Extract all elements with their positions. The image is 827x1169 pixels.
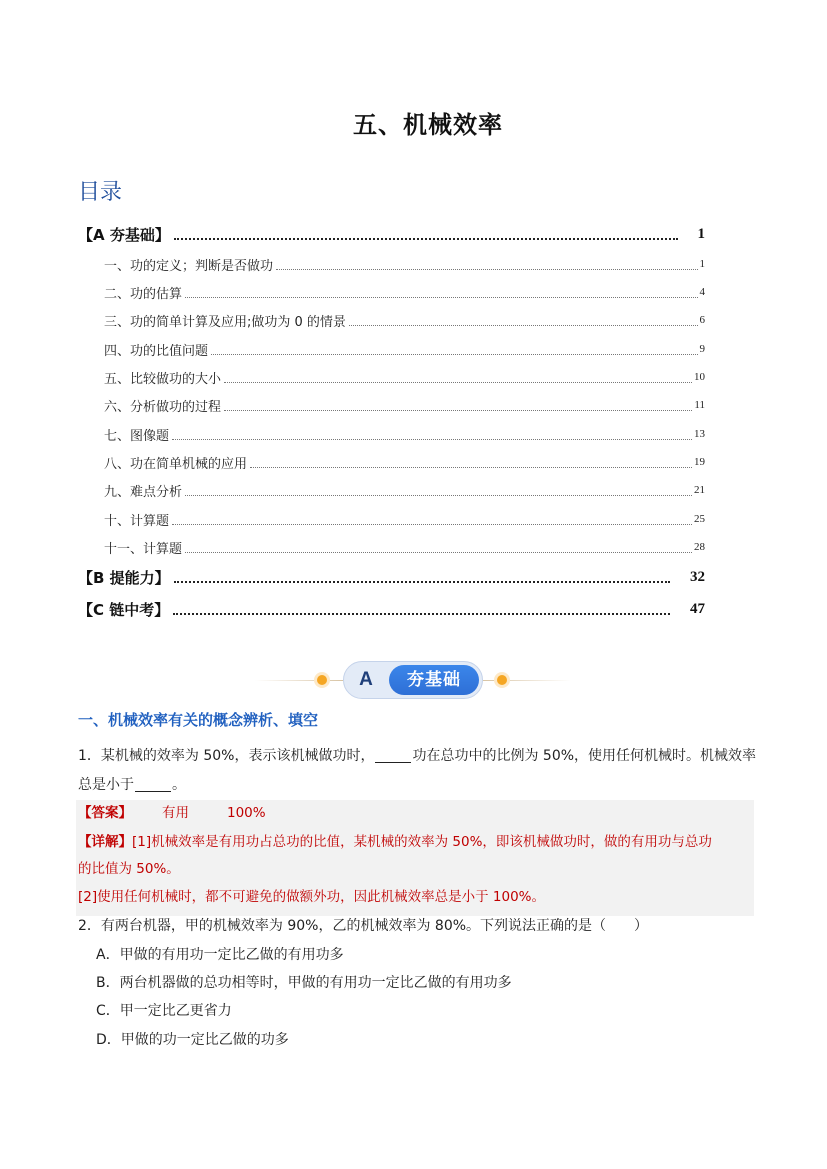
toc-entry-page: 4 (699, 286, 705, 298)
detail-text: 的比值为 50%。 (78, 861, 180, 877)
toc-entry-page: 10 (694, 371, 705, 383)
question-1-line-1 (78, 742, 756, 770)
toc-entry-page: 19 (694, 456, 705, 468)
toc-entry-label: 【C 链中考】 (78, 600, 170, 619)
fill-in-blank (135, 777, 171, 792)
toc-dot-leader (185, 495, 692, 496)
toc-entry-page: 25 (694, 513, 705, 525)
question-text: 。 (172, 777, 186, 793)
toc-entry-page: 21 (694, 484, 705, 496)
toc-entry-label: 四、功的比值问题 (104, 343, 209, 359)
toc-entry-page: 13 (694, 428, 705, 440)
toc-entry-label: 八、功在简单机械的应用 (104, 456, 248, 472)
toc-dot-leader (173, 613, 670, 615)
toc-entry-7[interactable] (78, 420, 705, 448)
toc-dot-leader (172, 524, 692, 525)
question-1-line-2 (78, 771, 186, 799)
question-2-stem: 2．有两台机器，甲的机械效率为 90%，乙的机械效率为 80%。下列说法正确的是（ ） (78, 918, 649, 934)
toc-dot-leader (224, 410, 692, 411)
detail-text: [1]机械效率是有用功占总功的比值，某机械的效率为 50%，即该机械做功时，做的有用功与总功 (132, 834, 712, 850)
toc-entry-label: 十一、计算题 (104, 541, 183, 557)
toc-entry-label: 九、难点分析 (104, 484, 183, 500)
toc-entry-c-exam[interactable] (78, 595, 705, 623)
banner-dot-right-icon (497, 675, 507, 685)
toc-entry-label: 十、计算题 (104, 513, 170, 529)
toc-entry-label: 二、功的估算 (104, 286, 183, 302)
detail-text: [2]使用任何机械时，都不可避免的做额外功，因此机械效率总是小于 100%。 (78, 889, 546, 905)
toc-entry-label: 一、功的定义；判断是否做功 (104, 258, 274, 274)
toc-dot-leader (174, 238, 678, 240)
toc-dot-leader (349, 325, 698, 326)
detail-label: 【详解】 (78, 834, 132, 850)
toc-entry-a-basics[interactable] (78, 220, 705, 248)
option-d: D．甲做的功一定比乙做的功多 (96, 1032, 289, 1048)
toc-entry-b-ability[interactable] (78, 563, 705, 591)
option-a: A．甲做的有用功一定比乙做的有用功多 (96, 947, 344, 963)
question-text: 功在总功中的比例为 50%，使用任何机械时。机械效率 (412, 748, 757, 764)
toc-dot-leader (172, 439, 692, 440)
detail-line-3 (78, 883, 545, 911)
section-heading: 一、机械效率有关的概念辨析、填空 (78, 711, 319, 729)
toc-entry-page: 6 (699, 314, 705, 326)
toc-entry-11[interactable] (78, 533, 705, 561)
toc-entry-1[interactable] (78, 250, 705, 278)
toc-entry-page: 1 (697, 225, 705, 242)
toc-entry-2[interactable] (78, 278, 705, 306)
answer-value: 100% (227, 805, 266, 821)
toc-entry-9[interactable] (78, 476, 705, 504)
toc-dot-leader (211, 354, 697, 355)
toc-entry-label: 【B 提能力】 (78, 568, 170, 587)
toc-entry-label: 七、图像题 (104, 428, 170, 444)
option-b: B．两台机器做的总功相等时，甲做的有用功一定比乙做的有用功多 (96, 975, 512, 991)
banner-line-left (255, 680, 343, 681)
toc-entry-page: 32 (690, 568, 705, 585)
toc-entry-page: 9 (699, 343, 705, 355)
question-text: 1．某机械的效率为 50%，表示该机械做功时， (78, 748, 375, 764)
toc-entry-label: 五、比较做功的大小 (104, 371, 222, 387)
page-title: 五、机械效率 (353, 111, 503, 139)
toc-heading: 目录 (78, 180, 123, 205)
banner-pill (343, 661, 483, 699)
toc-entry-label: 六、分析做功的过程 (104, 399, 222, 415)
fill-in-blank (375, 748, 411, 763)
toc-dot-leader (185, 552, 692, 553)
banner-dot-left-icon (317, 675, 327, 685)
toc-entry-5[interactable] (78, 363, 705, 391)
banner-letter: A (359, 669, 373, 690)
toc-entry-page: 11 (694, 399, 705, 411)
detail-line-1 (78, 828, 712, 856)
toc-entry-3[interactable] (78, 306, 705, 334)
toc-dot-leader (250, 467, 692, 468)
answer-label: 【答案】 (78, 805, 132, 821)
banner-label: 夯基础 (389, 665, 479, 695)
answer-line (78, 799, 266, 827)
toc-entry-4[interactable] (78, 335, 705, 363)
toc-entry-8[interactable] (78, 448, 705, 476)
toc-entry-label: 三、功的简单计算及应用;做功为 0 的情景 (104, 314, 346, 330)
question-text: 总是小于 (78, 777, 134, 793)
toc-dot-leader (276, 269, 697, 270)
toc-entry-page: 47 (690, 600, 705, 617)
option-c: C．甲一定比乙更省力 (96, 1003, 232, 1019)
toc-entry-page: 28 (694, 541, 705, 553)
toc-dot-leader (224, 382, 692, 383)
toc-entry-10[interactable] (78, 505, 705, 533)
toc-dot-leader (174, 581, 670, 583)
toc-dot-leader (185, 297, 697, 298)
toc-entry-label: 【A 夯基础】 (78, 225, 170, 244)
detail-line-2 (78, 855, 180, 883)
answer-value: 有用 (162, 805, 189, 821)
toc-entry-page: 1 (699, 258, 705, 270)
toc-entry-6[interactable] (78, 391, 705, 419)
